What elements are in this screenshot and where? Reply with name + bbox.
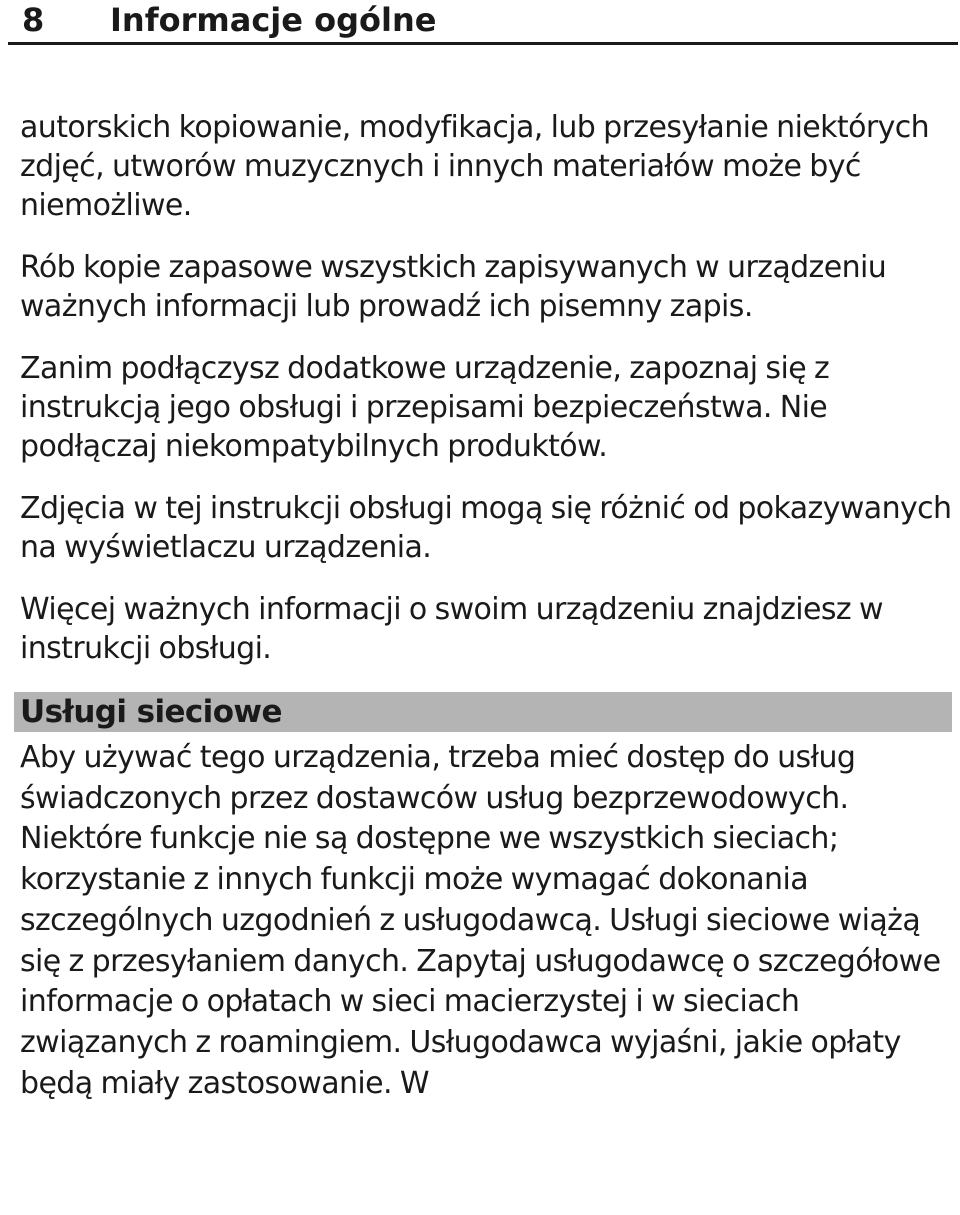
paragraph-copyright: autorskich kopiowanie, modyfikacja, lub przesyłanie niektórych zdjęć, utworów muzycznych i innych materiałów może być niemożliwe. [20,110,930,223]
paragraph-connect-device: Zanim podłączysz dodatkowe urządzenie, zapoznaj się z instrukcją jego obsługi i przepisami bezpieczeństwa. Nie podłączaj niekompatybilnych produktów. [20,351,830,464]
page-content [20,108,952,1104]
paragraph-images: Zdjęcia w tej instrukcji obsługi mogą się różnić od pokazywanych na wyświetlaczu urządzenia. [20,491,952,565]
section-heading: Usługi sieciowe [14,692,952,732]
paragraph-more-info: Więcej ważnych informacji o swoim urządzeniu znajdziesz w instrukcji obsługi. [20,592,883,666]
page-header [8,0,958,45]
section-text-network-services: Aby używać tego urządzenia, trzeba mieć dostęp do usług świadczonych przez dostawców usług bezprzewodowych. Niektóre funkcje nie są dostępne we wszystkich sieciach; korzystanie z innych funkcji może wymagać dokonania szczególnych uzgodnień z usługodawcą. Usługi sieciowe wiążą się z przesyłaniem danych. Zapytaj usługodawcę o szczegółowe informacje o opłatach w sieci macierzystej i w sieciach związanych z roamingiem. Usługodawca wyjaśni, jakie opłaty będą miały zastosowanie. W [20,740,941,1101]
page-number: 8 [22,1,45,39]
page-title: Informacje ogólne [110,1,437,39]
paragraph-backup: Rób kopie zapasowe wszystkich zapisywanych w urządzeniu ważnych informacji lub prowadź ich pisemny zapis. [20,250,887,324]
